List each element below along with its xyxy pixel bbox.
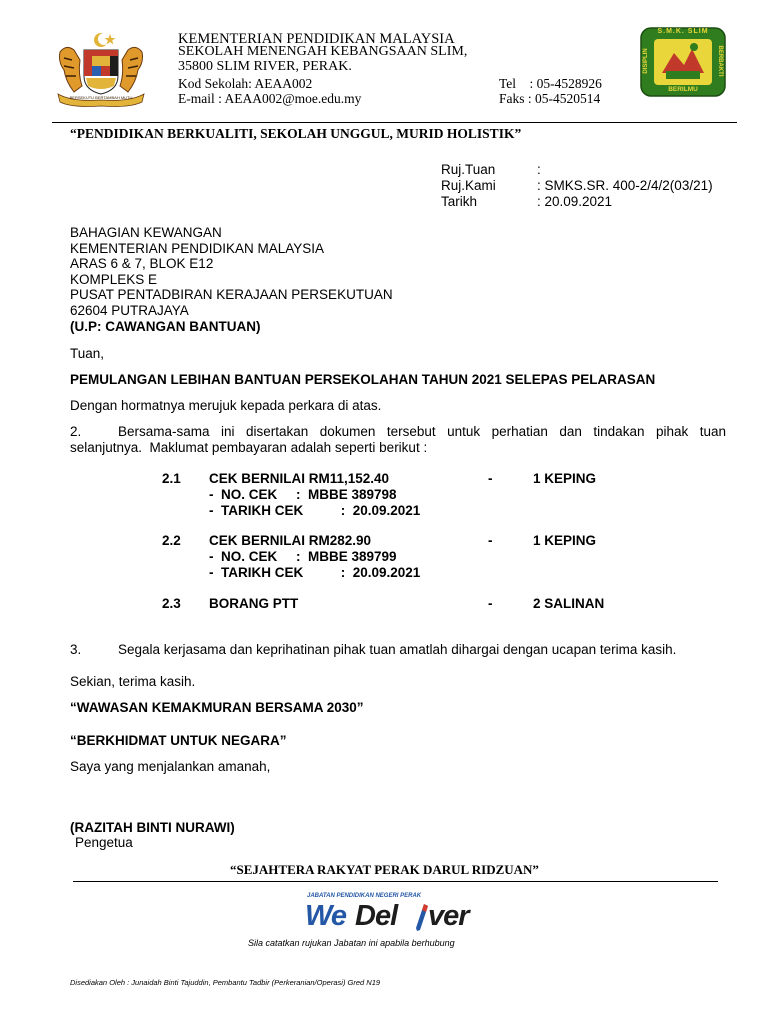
item-quantity: 2 SALINAN (533, 596, 605, 611)
wedeliver-logo (300, 892, 500, 942)
school-logo-left-text: DISIPLIN (643, 48, 649, 74)
trust-statement: Saya yang menjalankan amanah, (70, 759, 271, 774)
wedeliver-ver: ver (428, 900, 469, 932)
recipient-line: ARAS 6 & 7, BLOK E12 (70, 256, 214, 272)
header-fax: Faks : 05-4520514 (499, 91, 601, 106)
reference-value: : (537, 162, 541, 177)
paragraph-2-line-2: selanjutnya. Maklumat pembayaran adalah seperti berikut : (70, 440, 428, 455)
school-logo-top-text: S.M.K. SLIM (657, 28, 709, 35)
recipient-line: PUSAT PENTADBIRAN KERAJAAN PERSEKUTUAN (70, 287, 393, 303)
header-email: E-mail : AEAA002@moe.edu.my (178, 91, 362, 106)
wedeliver-top-text: JABATAN PENDIDIKAN NEGERI PERAK (307, 893, 422, 899)
motto-berkhidmat: “BERKHIDMAT UNTUK NEGARA” (70, 733, 287, 748)
item-title: BORANG PTT (209, 596, 299, 611)
reference-row (441, 194, 713, 210)
reference-key: Tarikh (441, 193, 478, 209)
header-rule (52, 122, 737, 123)
recipient-line: KEMENTERIAN PENDIDIKAN MALAYSIA (70, 240, 325, 256)
crest-motto: BERSEKUTU BERTAMBAH MUTU (69, 95, 133, 100)
reference-key: Ruj.Tuan (441, 162, 496, 177)
school-logo (640, 27, 726, 97)
reference-row (441, 178, 713, 194)
header-tel: Tel : 05-4528926 (499, 76, 602, 91)
item-dash: - (488, 533, 493, 548)
salutation: Tuan, (70, 346, 105, 361)
paragraph-3-number: 3. (70, 642, 82, 657)
recipient-line: 62604 PUTRAJAYA (70, 302, 189, 318)
item-number: 2.3 (162, 596, 181, 611)
item-2-1 (162, 471, 682, 519)
header-ministry: KEMENTERIAN PENDIDIKAN MALAYSIA (178, 31, 455, 47)
school-slogan: “PENDIDIKAN BERKUALITI, SEKOLAH UNGGUL, MURID HOLISTIK” (70, 126, 522, 141)
reference-value: : SMKS.SR. 400-2/4/2(03/21) (537, 177, 713, 193)
paragraph-1: Dengan hormatnya merujuk kepada perkara di atas. (70, 398, 382, 413)
header-school-code: Kod Sekolah: AEAA002 (178, 76, 313, 91)
signatory-name: (RAZITAH BINTI NURAWI) (70, 820, 235, 835)
school-logo-bottom-text: BERILMU (668, 86, 698, 93)
item-dash: - (488, 471, 493, 486)
item-number: 2.2 (162, 533, 181, 548)
item-quantity: 1 KEPING (533, 471, 597, 486)
reference-value: : 20.09.2021 (537, 193, 613, 209)
recipient-line: BAHAGIAN KEWANGAN (70, 225, 222, 240)
paragraph-2-line-1: Bersama-sama ini disertakan dokumen tersebut untuk perhatian dan tindakan pihak tuan (118, 424, 726, 439)
prepared-by: Disediakan Oleh : Junaidah Binti Tajuddin, Pembantu Tadbir (Perkeranian/Operasi) Gred N19 (70, 978, 381, 987)
item-number: 2.1 (162, 471, 181, 486)
footer-slogan: “SEJAHTERA RAKYAT PERAK DARUL RIDZUAN” (230, 862, 539, 877)
motto-wawasan: “WAWASAN KEMAKMURAN BERSAMA 2030” (70, 700, 364, 715)
item-dash: - (488, 596, 493, 611)
item-2-3 (162, 596, 682, 612)
wedeliver-caption: Sila catatkan rujukan Jabatan ini apabila berhubung (248, 938, 455, 948)
reference-row (441, 162, 713, 178)
recipient-attention: (U.P: CAWANGAN BANTUAN) (70, 318, 261, 334)
paragraph-3: Segala kerjasama dan keprihatinan pihak tuan amatlah dihargai dengan ucapan terima kasih. (118, 642, 677, 657)
wedeliver-we: We (305, 900, 346, 932)
footer-rule (73, 881, 718, 882)
item-title: CEK BERNILAI RM11,152.40 (209, 471, 390, 486)
item-quantity: 1 KEPING (533, 533, 597, 548)
reference-key: Ruj.Kami (441, 177, 496, 193)
paragraph-2-number: 2. (70, 424, 82, 439)
wedeliver-pen-icon (416, 904, 428, 932)
header-school: SEKOLAH MENENGAH KEBANGSAAN SLIM, (178, 44, 468, 59)
closing-text: Sekian, terima kasih. (70, 674, 196, 689)
item-cheque-date: - TARIKH CEK : 20.09.2021 (209, 565, 421, 580)
item-cheque-number: - NO. CEK : MBBE 389798 (209, 487, 397, 502)
reference-block (441, 162, 713, 209)
letter-subject: PEMULANGAN LEBIHAN BANTUAN PERSEKOLAHAN TAHUN 2021 SELEPAS PELARASAN (70, 372, 656, 387)
recipient-address (70, 225, 393, 334)
recipient-line: KOMPLEKS E (70, 271, 158, 287)
header-address: 35800 SLIM RIVER, PERAK. (178, 59, 352, 74)
item-title: CEK BERNILAI RM282.90 (209, 533, 372, 548)
signatory-position: Pengetua (75, 835, 133, 850)
wedeliver-del: Del (355, 900, 398, 932)
school-logo-right-text: BERBAKTI (717, 45, 723, 77)
item-2-2 (162, 533, 682, 581)
item-cheque-number: - NO. CEK : MBBE 389799 (209, 549, 397, 564)
item-cheque-date: - TARIKH CEK : 20.09.2021 (209, 503, 421, 518)
